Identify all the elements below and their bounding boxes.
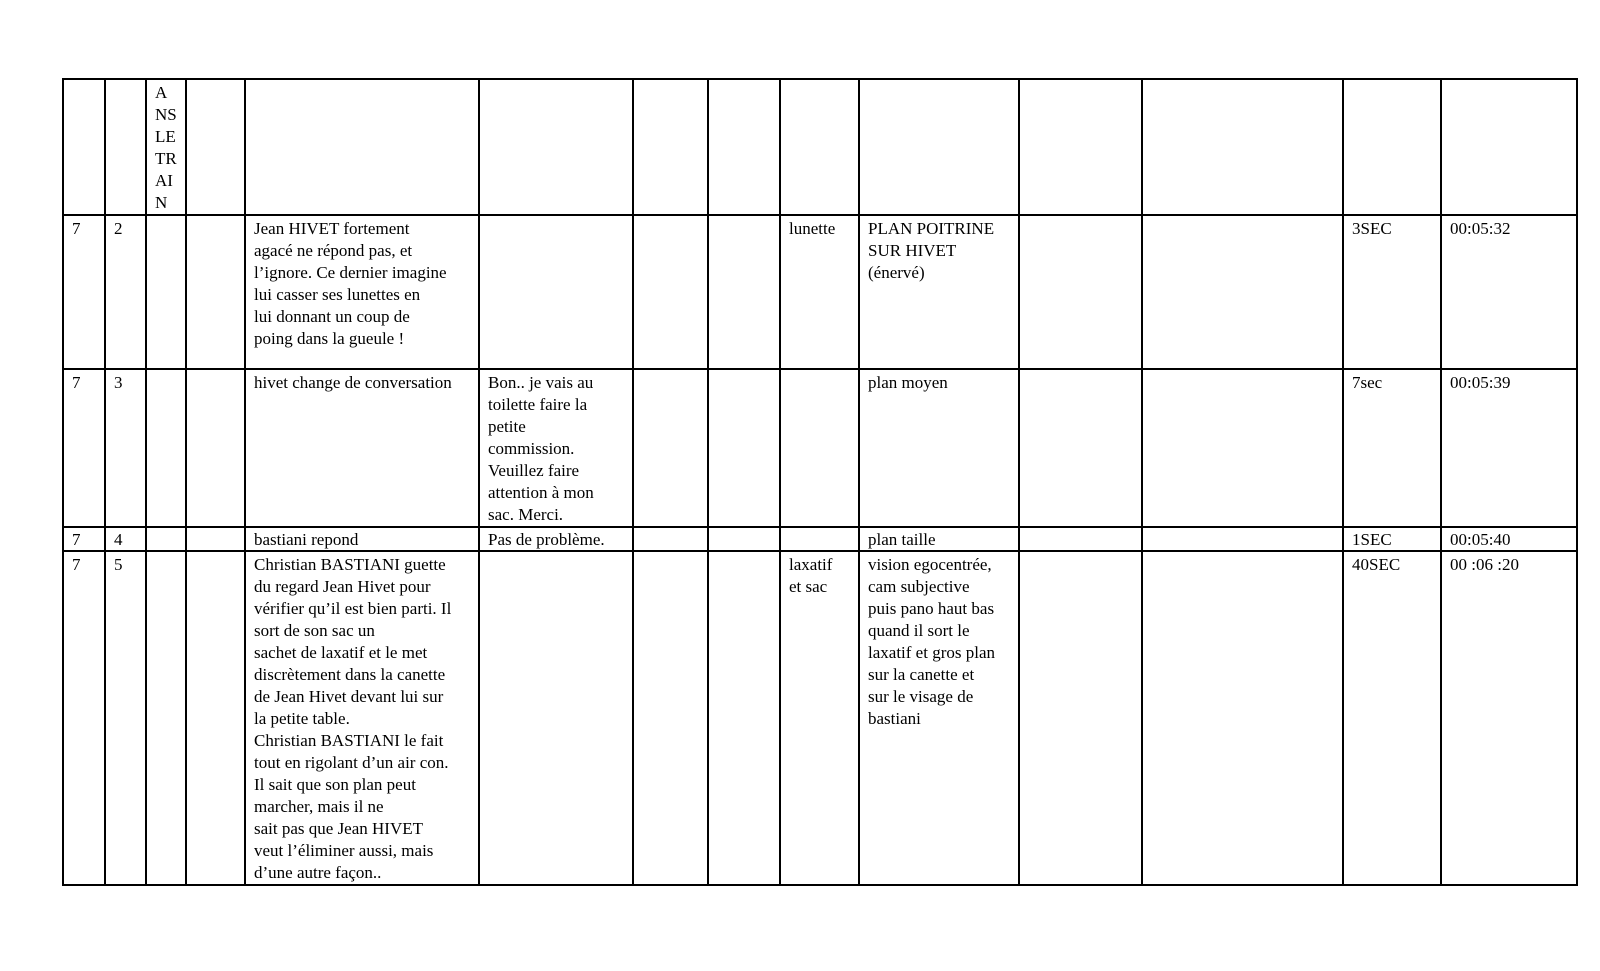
action-cell: hivet change de conversation [245, 369, 479, 527]
music-cell [708, 551, 780, 885]
music-cell [708, 215, 780, 369]
sequence-cell: 7 [63, 551, 105, 885]
notes-cell [1142, 369, 1343, 527]
dialogue-cell: Bon.. je vais au toilette faire la petite commission. Veuillez faire attention à mon sac. Merci. [479, 369, 633, 527]
framing-cell [859, 79, 1019, 215]
notes-cell [1142, 79, 1343, 215]
table-row [63, 369, 1577, 527]
location-cell [146, 369, 186, 527]
sound-cell [633, 527, 708, 551]
location-cell [146, 551, 186, 885]
duration-cell: 40SEC [1343, 551, 1441, 885]
music-cell [708, 79, 780, 215]
duration-cell: 3SEC [1343, 215, 1441, 369]
timecode-cell: 00:05:40 [1441, 527, 1577, 551]
action-cell: Jean HIVET fortement agacé ne répond pas, et l’ignore. Ce dernier imagine lui casser ses lunettes en lui donnant un coup de poing dans la gueule ! [245, 215, 479, 369]
sequence-cell: 7 [63, 215, 105, 369]
location-cell: A NS LE TR AI N [146, 79, 186, 215]
sequence-cell: 7 [63, 369, 105, 527]
action-cell: Christian BASTIANI guette du regard Jean Hivet pour vérifier qu’il est bien parti. Il sort de son sac un sachet de laxatif et le met discrètement dans la canette de Jean Hivet devant lui sur la petite table. Christian BASTIANI le fait tout en rigolant d’un air con. Il sait que son plan peut marcher, mais il ne sait pas que Jean HIVET veut l’éliminer aussi, mais d’une autre façon.. [245, 551, 479, 885]
extra-cell [186, 215, 245, 369]
dialogue-cell [479, 79, 633, 215]
notes-cell [1142, 551, 1343, 885]
shot-cell: 5 [105, 551, 146, 885]
framing-cell: plan taille [859, 527, 1019, 551]
sound-cell [633, 79, 708, 215]
sound-cell [633, 369, 708, 527]
timecode-cell: 00:05:32 [1441, 215, 1577, 369]
camera-cell [1019, 527, 1142, 551]
props-cell: laxatif et sac [780, 551, 859, 885]
props-cell [780, 79, 859, 215]
extra-cell [186, 527, 245, 551]
location-cell [146, 527, 186, 551]
music-cell [708, 527, 780, 551]
extra-cell [186, 551, 245, 885]
duration-cell: 7sec [1343, 369, 1441, 527]
camera-cell [1019, 369, 1142, 527]
action-cell: bastiani repond [245, 527, 479, 551]
duration-cell: 1SEC [1343, 527, 1441, 551]
table-row [63, 527, 1577, 551]
framing-cell: vision egocentrée, cam subjective puis pano haut bas quand il sort le laxatif et gros plan sur la canette et sur le visage de bastiani [859, 551, 1019, 885]
sound-cell [633, 215, 708, 369]
camera-cell [1019, 551, 1142, 885]
shot-cell: 4 [105, 527, 146, 551]
location-cell [146, 215, 186, 369]
shooting-script-table [62, 78, 1578, 886]
duration-cell [1343, 79, 1441, 215]
action-cell [245, 79, 479, 215]
table-row [63, 215, 1577, 369]
timecode-cell [1441, 79, 1577, 215]
sequence-cell: 7 [63, 527, 105, 551]
table-row [63, 551, 1577, 885]
camera-cell [1019, 215, 1142, 369]
sequence-cell [63, 79, 105, 215]
camera-cell [1019, 79, 1142, 215]
props-cell [780, 369, 859, 527]
dialogue-cell [479, 215, 633, 369]
dialogue-cell: Pas de problème. [479, 527, 633, 551]
extra-cell [186, 369, 245, 527]
extra-cell [186, 79, 245, 215]
notes-cell [1142, 215, 1343, 369]
shot-cell [105, 79, 146, 215]
table-row [63, 79, 1577, 215]
shot-cell: 3 [105, 369, 146, 527]
music-cell [708, 369, 780, 527]
sound-cell [633, 551, 708, 885]
props-cell: lunette [780, 215, 859, 369]
props-cell [780, 527, 859, 551]
framing-cell: plan moyen [859, 369, 1019, 527]
framing-cell: PLAN POITRINE SUR HIVET (énervé) [859, 215, 1019, 369]
shot-cell: 2 [105, 215, 146, 369]
dialogue-cell [479, 551, 633, 885]
notes-cell [1142, 527, 1343, 551]
timecode-cell: 00:05:39 [1441, 369, 1577, 527]
timecode-cell: 00 :06 :20 [1441, 551, 1577, 885]
